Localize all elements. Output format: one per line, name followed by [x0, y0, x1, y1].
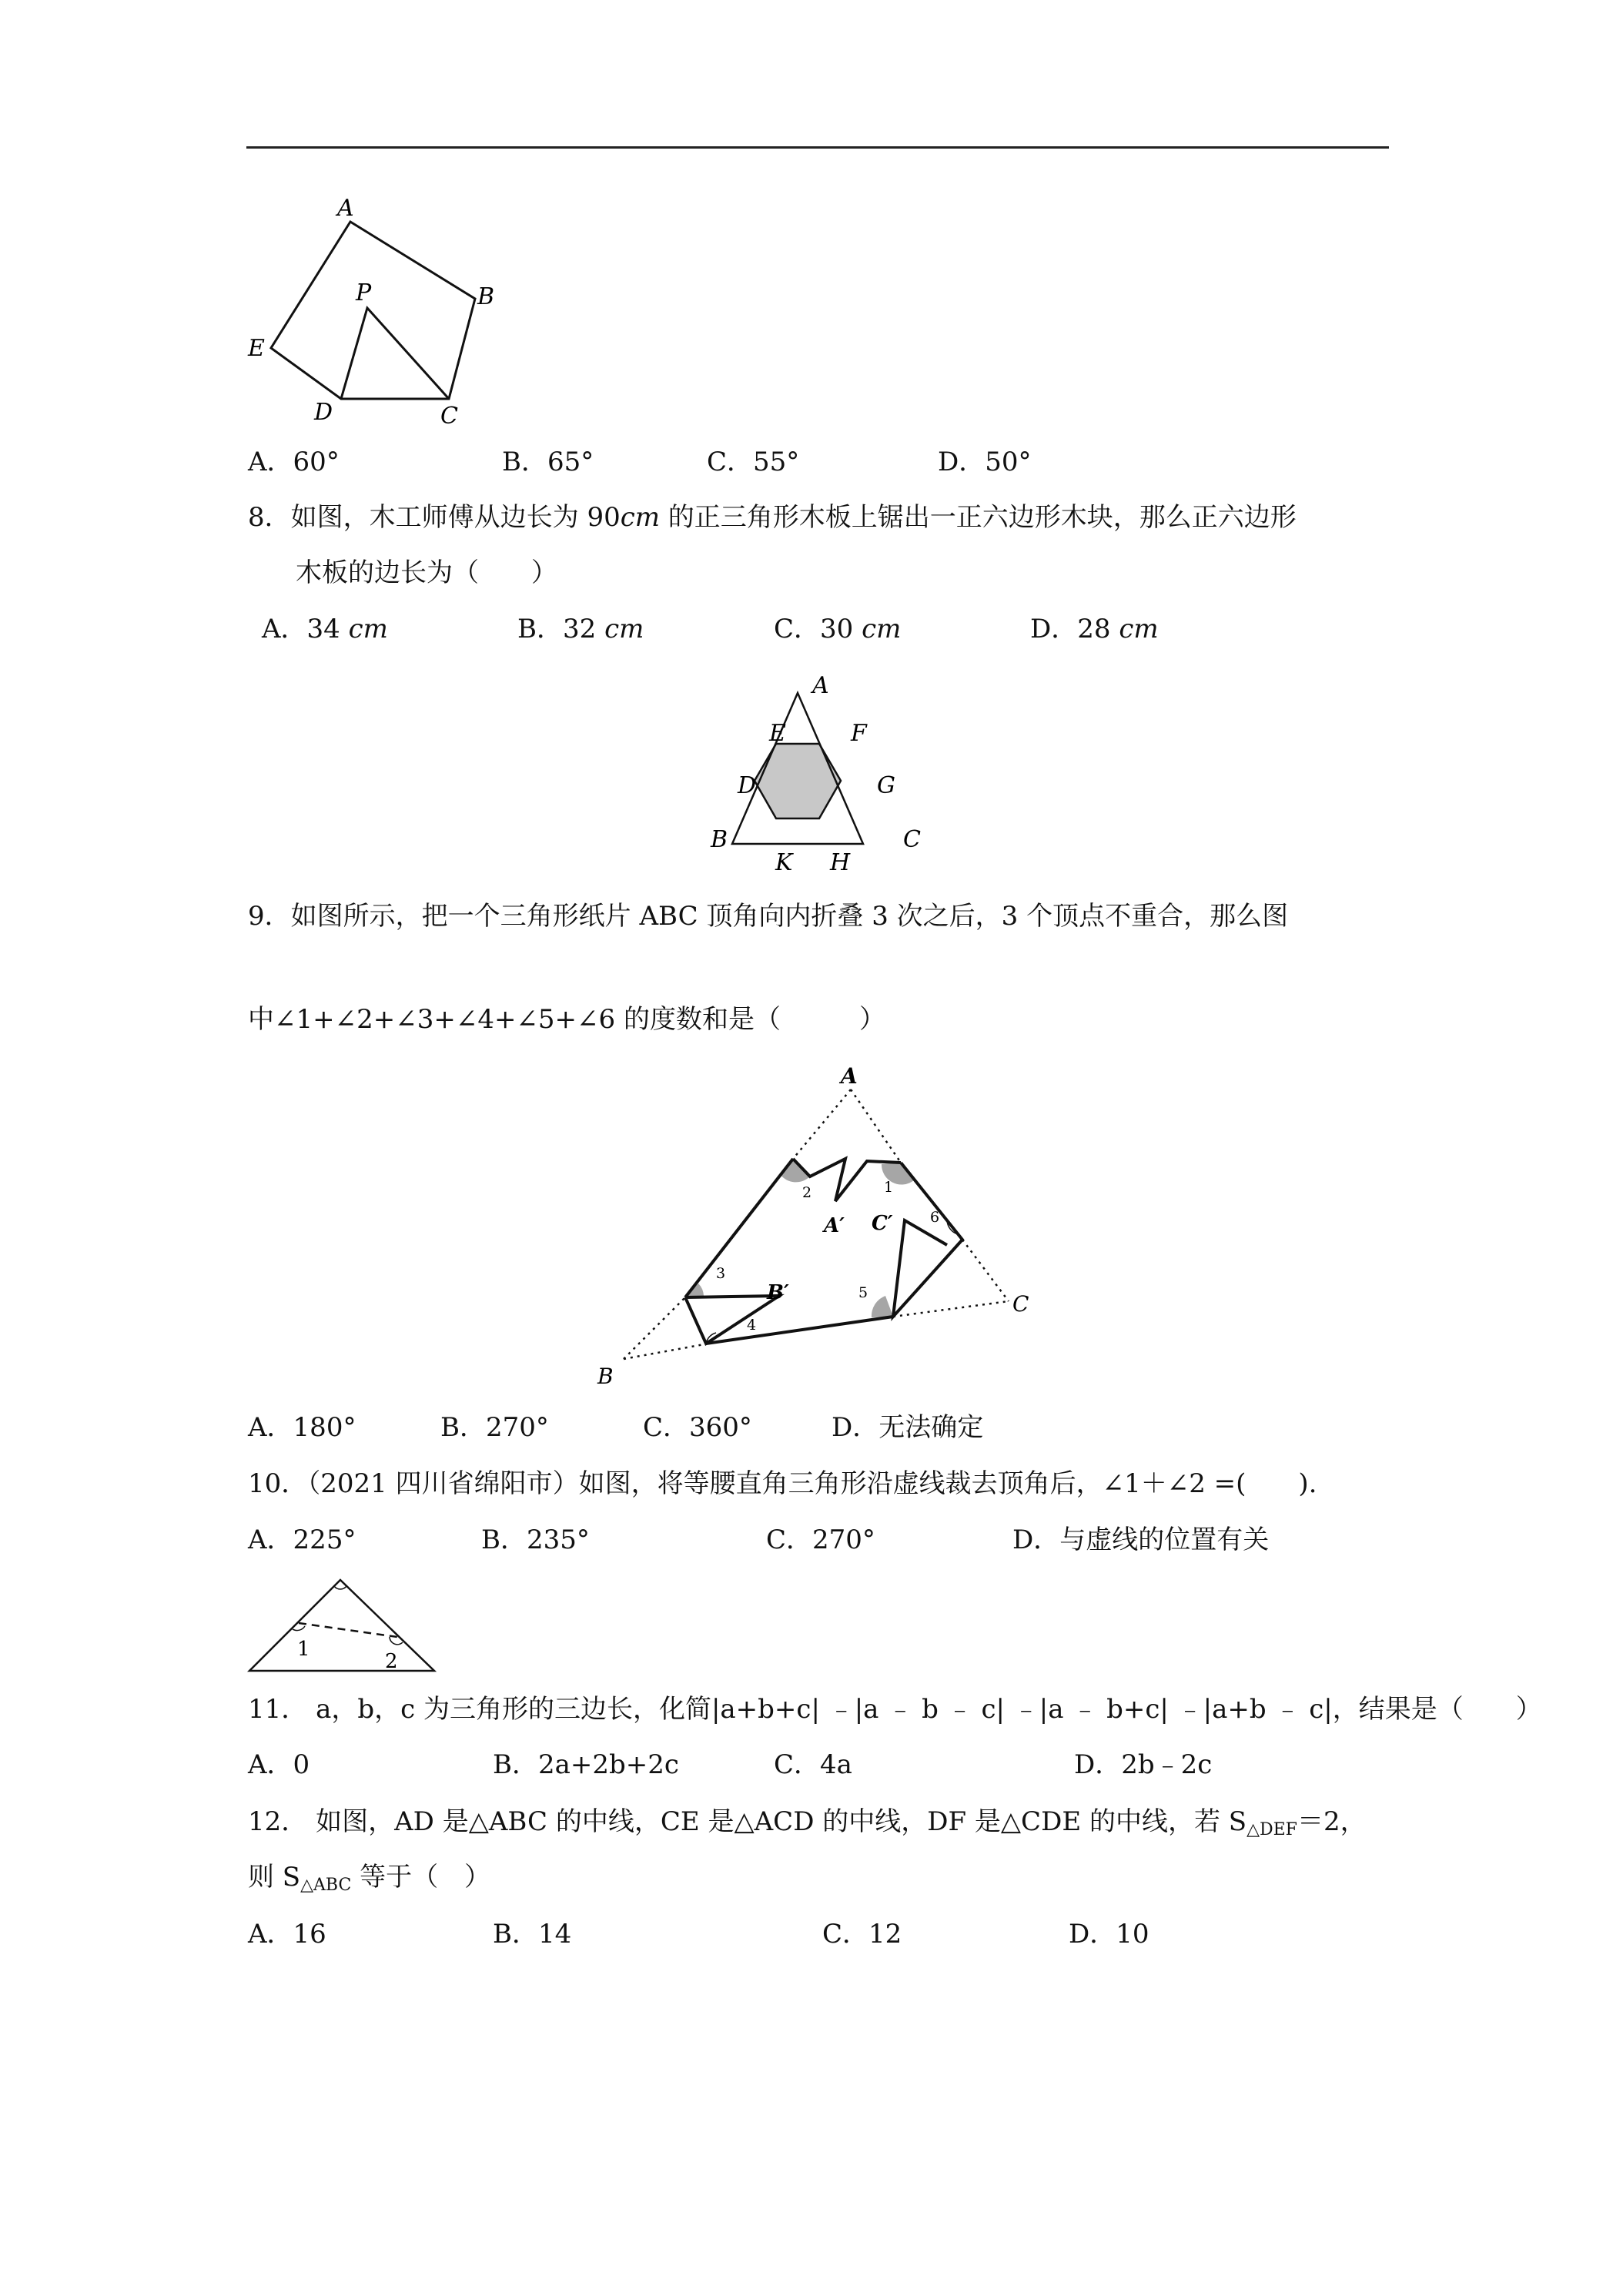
q8-label-k: K — [775, 849, 793, 876]
q7-label-d: D — [314, 399, 333, 426]
q12-option-a: A．16 — [248, 1919, 326, 1950]
q8-question-line2: 木板的边长为（ ） — [296, 557, 557, 588]
q11-question-line1: 11． a，b，c 为三角形的三边长，化简|a+b+c| ﹣|a ﹣ b ﹣ c| ﹣|a ﹣ b+c| ﹣|a+b ﹣ c|，结果是（ ） — [248, 1694, 1542, 1725]
q9-dotted-ba — [624, 1297, 685, 1359]
q8-option-a: A．34 cm — [262, 614, 388, 644]
q7-option-b: B．65° — [502, 447, 594, 477]
q11-option-b: B．2a+2b+2c — [493, 1749, 679, 1780]
q10-dashed-cut — [299, 1623, 397, 1637]
q9-question-line1: 9．如图所示，把一个三角形纸片 ABC 顶角向内折叠 3 次之后，3 个顶点不重合，那么图 — [248, 901, 1289, 932]
q9-label-c: C — [1012, 1291, 1029, 1317]
q12-option-d: D．10 — [1069, 1919, 1149, 1950]
q9-figure — [585, 1066, 1047, 1390]
q10-option-d: D．与虚线的位置有关 — [1012, 1525, 1270, 1555]
q10-option-a: A．225° — [248, 1525, 356, 1555]
q11-option-d: D．2b﹣2c — [1074, 1749, 1213, 1780]
q12-option-c: C．12 — [822, 1919, 902, 1950]
q8-label-g: G — [877, 772, 895, 799]
q10-label-1: 1 — [297, 1638, 310, 1661]
q8-label-d: D — [738, 772, 757, 799]
q7-label-a: A — [337, 195, 354, 222]
q8-option-d: D．28 cm — [1030, 614, 1159, 644]
q7-label-b: B — [477, 283, 495, 310]
q10-figure — [245, 1571, 445, 1678]
q9-fold-c — [893, 1163, 962, 1317]
q7-label-c: C — [440, 403, 458, 430]
q10-option-b: B．235° — [481, 1525, 590, 1555]
q9-label-6: 6 — [930, 1209, 940, 1226]
q8-label-h: H — [830, 849, 851, 876]
q9-dotted-ac — [851, 1089, 901, 1163]
q12-question-line2: 则 $S_{\triangle ABC}$ 等于（ ） — [248, 1862, 491, 1895]
q9-label-a-prime: A′ — [824, 1214, 845, 1237]
q9-outline-bottom — [706, 1317, 893, 1344]
q9-label-3: 3 — [716, 1265, 726, 1282]
q9-option-b: B．270° — [440, 1412, 549, 1443]
q9-dotted-cb — [893, 1301, 1009, 1317]
q11-option-a: A．0 — [248, 1749, 310, 1780]
q10-right-angle-mark — [334, 1586, 346, 1589]
q10-triangle — [249, 1580, 434, 1671]
q9-label-2: 2 — [802, 1184, 812, 1201]
q7-label-p: P — [356, 279, 372, 306]
q8-hexagon — [755, 744, 841, 818]
q9-label-a: A — [841, 1066, 858, 1089]
q12-question-line1: 12． 如图，AD 是△ABC 的中线，CE 是△ACD 的中线，DF 是△CDE 的中线，若 $S_{\triangle DEF}=2$， — [248, 1806, 1367, 1839]
q11-option-c: C．4a — [774, 1749, 852, 1780]
q9-dotted-ca — [962, 1240, 1009, 1301]
q7-figure — [246, 192, 508, 431]
q8-figure — [704, 670, 935, 882]
q9-label-b: B — [597, 1364, 614, 1389]
q9-label-b-prime: B′ — [767, 1281, 789, 1304]
q10-label-2: 2 — [385, 1650, 398, 1673]
q9-label-1: 1 — [884, 1179, 894, 1196]
q9-outline-left — [685, 1159, 793, 1297]
q9-dotted-bc — [624, 1344, 708, 1359]
q7-triangle-pdc — [341, 308, 449, 399]
q8-question-line1: 8．如图，木工师傅从边长为 90cm 的正三角形木板上锯出一正六边形木块，那么正六边形 — [248, 502, 1297, 533]
q7-pentagon — [271, 222, 475, 399]
q10-question-line1: 10．（2021 四川省绵阳市）如图，将等腰直角三角形沿虚线裁去顶角后，∠1＋∠2 =( ). — [248, 1468, 1317, 1499]
q8-option-b: B．32 cm — [517, 614, 644, 644]
q7-option-d: D．50° — [938, 447, 1032, 477]
q9-label-4: 4 — [747, 1317, 757, 1334]
q10-option-c: C．270° — [766, 1525, 875, 1555]
q8-label-a: A — [812, 672, 829, 699]
q12-option-b: B．14 — [493, 1919, 572, 1950]
q9-option-a: A．180° — [248, 1412, 356, 1443]
q8-label-f: F — [851, 720, 867, 747]
q9-option-d: D．无法确定 — [832, 1412, 984, 1443]
q8-label-b: B — [711, 826, 728, 853]
q9-label-c-prime: C′ — [872, 1212, 893, 1235]
q8-option-c: C．30 cm — [774, 614, 902, 644]
q9-dotted-edge-ab — [807, 1113, 808, 1115]
q9-option-c: C．360° — [643, 1412, 752, 1443]
q7-option-c: C．55° — [707, 447, 800, 477]
q7-label-e: E — [248, 335, 265, 362]
q7-option-a: A．60° — [248, 447, 340, 477]
q9-question-line2: 中∠1+∠2+∠3+∠4+∠5+∠6 的度数和是（ ） — [248, 1004, 885, 1035]
header-rule — [246, 146, 1389, 149]
q8-label-c: C — [903, 826, 921, 853]
q9-label-5: 5 — [858, 1284, 868, 1301]
q9-dotted-ab — [793, 1089, 851, 1159]
q8-label-e: E — [769, 720, 786, 747]
q9-angle-5-mark — [872, 1296, 893, 1317]
